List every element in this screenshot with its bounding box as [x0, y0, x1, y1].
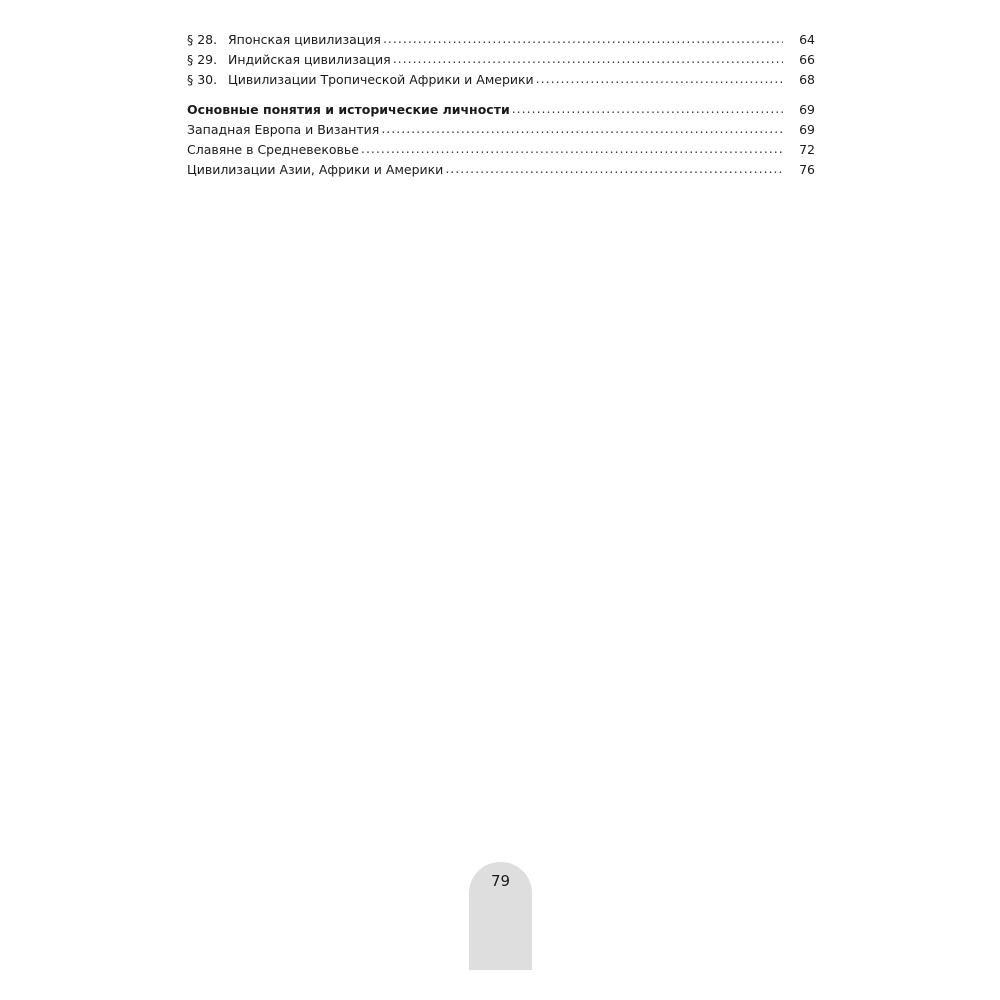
- page-ref: 72: [799, 142, 815, 157]
- toc-row-entry[interactable]: [187, 140, 815, 160]
- section-number: § 28.: [187, 32, 218, 47]
- entry-title: Западная Европа и Византия: [187, 122, 380, 137]
- heading-title: Основные понятия и исторические личности: [187, 102, 510, 117]
- section-number: § 29.: [187, 52, 218, 67]
- section-number: § 30.: [187, 72, 218, 87]
- page-ref: 76: [799, 162, 815, 177]
- toc-row-entry[interactable]: [187, 160, 815, 180]
- dot-leader: [383, 29, 783, 49]
- page-ref: 64: [799, 32, 815, 47]
- page-ref: 69: [799, 102, 815, 117]
- dot-leader: [445, 159, 783, 179]
- page-ref: 66: [799, 52, 815, 67]
- section-title: Индийская цивилизация: [228, 52, 391, 67]
- toc-row-heading[interactable]: [187, 100, 815, 120]
- section-title: Японская цивилизация: [228, 32, 381, 47]
- dot-leader: [381, 119, 783, 139]
- toc-row-section-30[interactable]: [187, 70, 815, 90]
- dot-leader: [512, 99, 783, 119]
- toc-row-section-29[interactable]: [187, 50, 815, 70]
- section-title: Цивилизации Тропической Африки и Америки: [228, 72, 534, 87]
- page-number: 79: [490, 872, 511, 890]
- page-ref: 68: [799, 72, 815, 87]
- page-number-tab: [469, 862, 532, 970]
- entry-title: Цивилизации Азии, Африки и Америки: [187, 162, 444, 177]
- toc-row-entry[interactable]: [187, 120, 815, 140]
- page-ref: 69: [799, 122, 815, 137]
- dot-leader: [393, 49, 783, 69]
- dot-leader: [361, 139, 783, 159]
- toc-row-section-28[interactable]: [187, 30, 815, 50]
- dot-leader: [536, 69, 783, 89]
- entry-title: Славяне в Средневековье: [187, 142, 359, 157]
- table-of-contents: [187, 30, 815, 180]
